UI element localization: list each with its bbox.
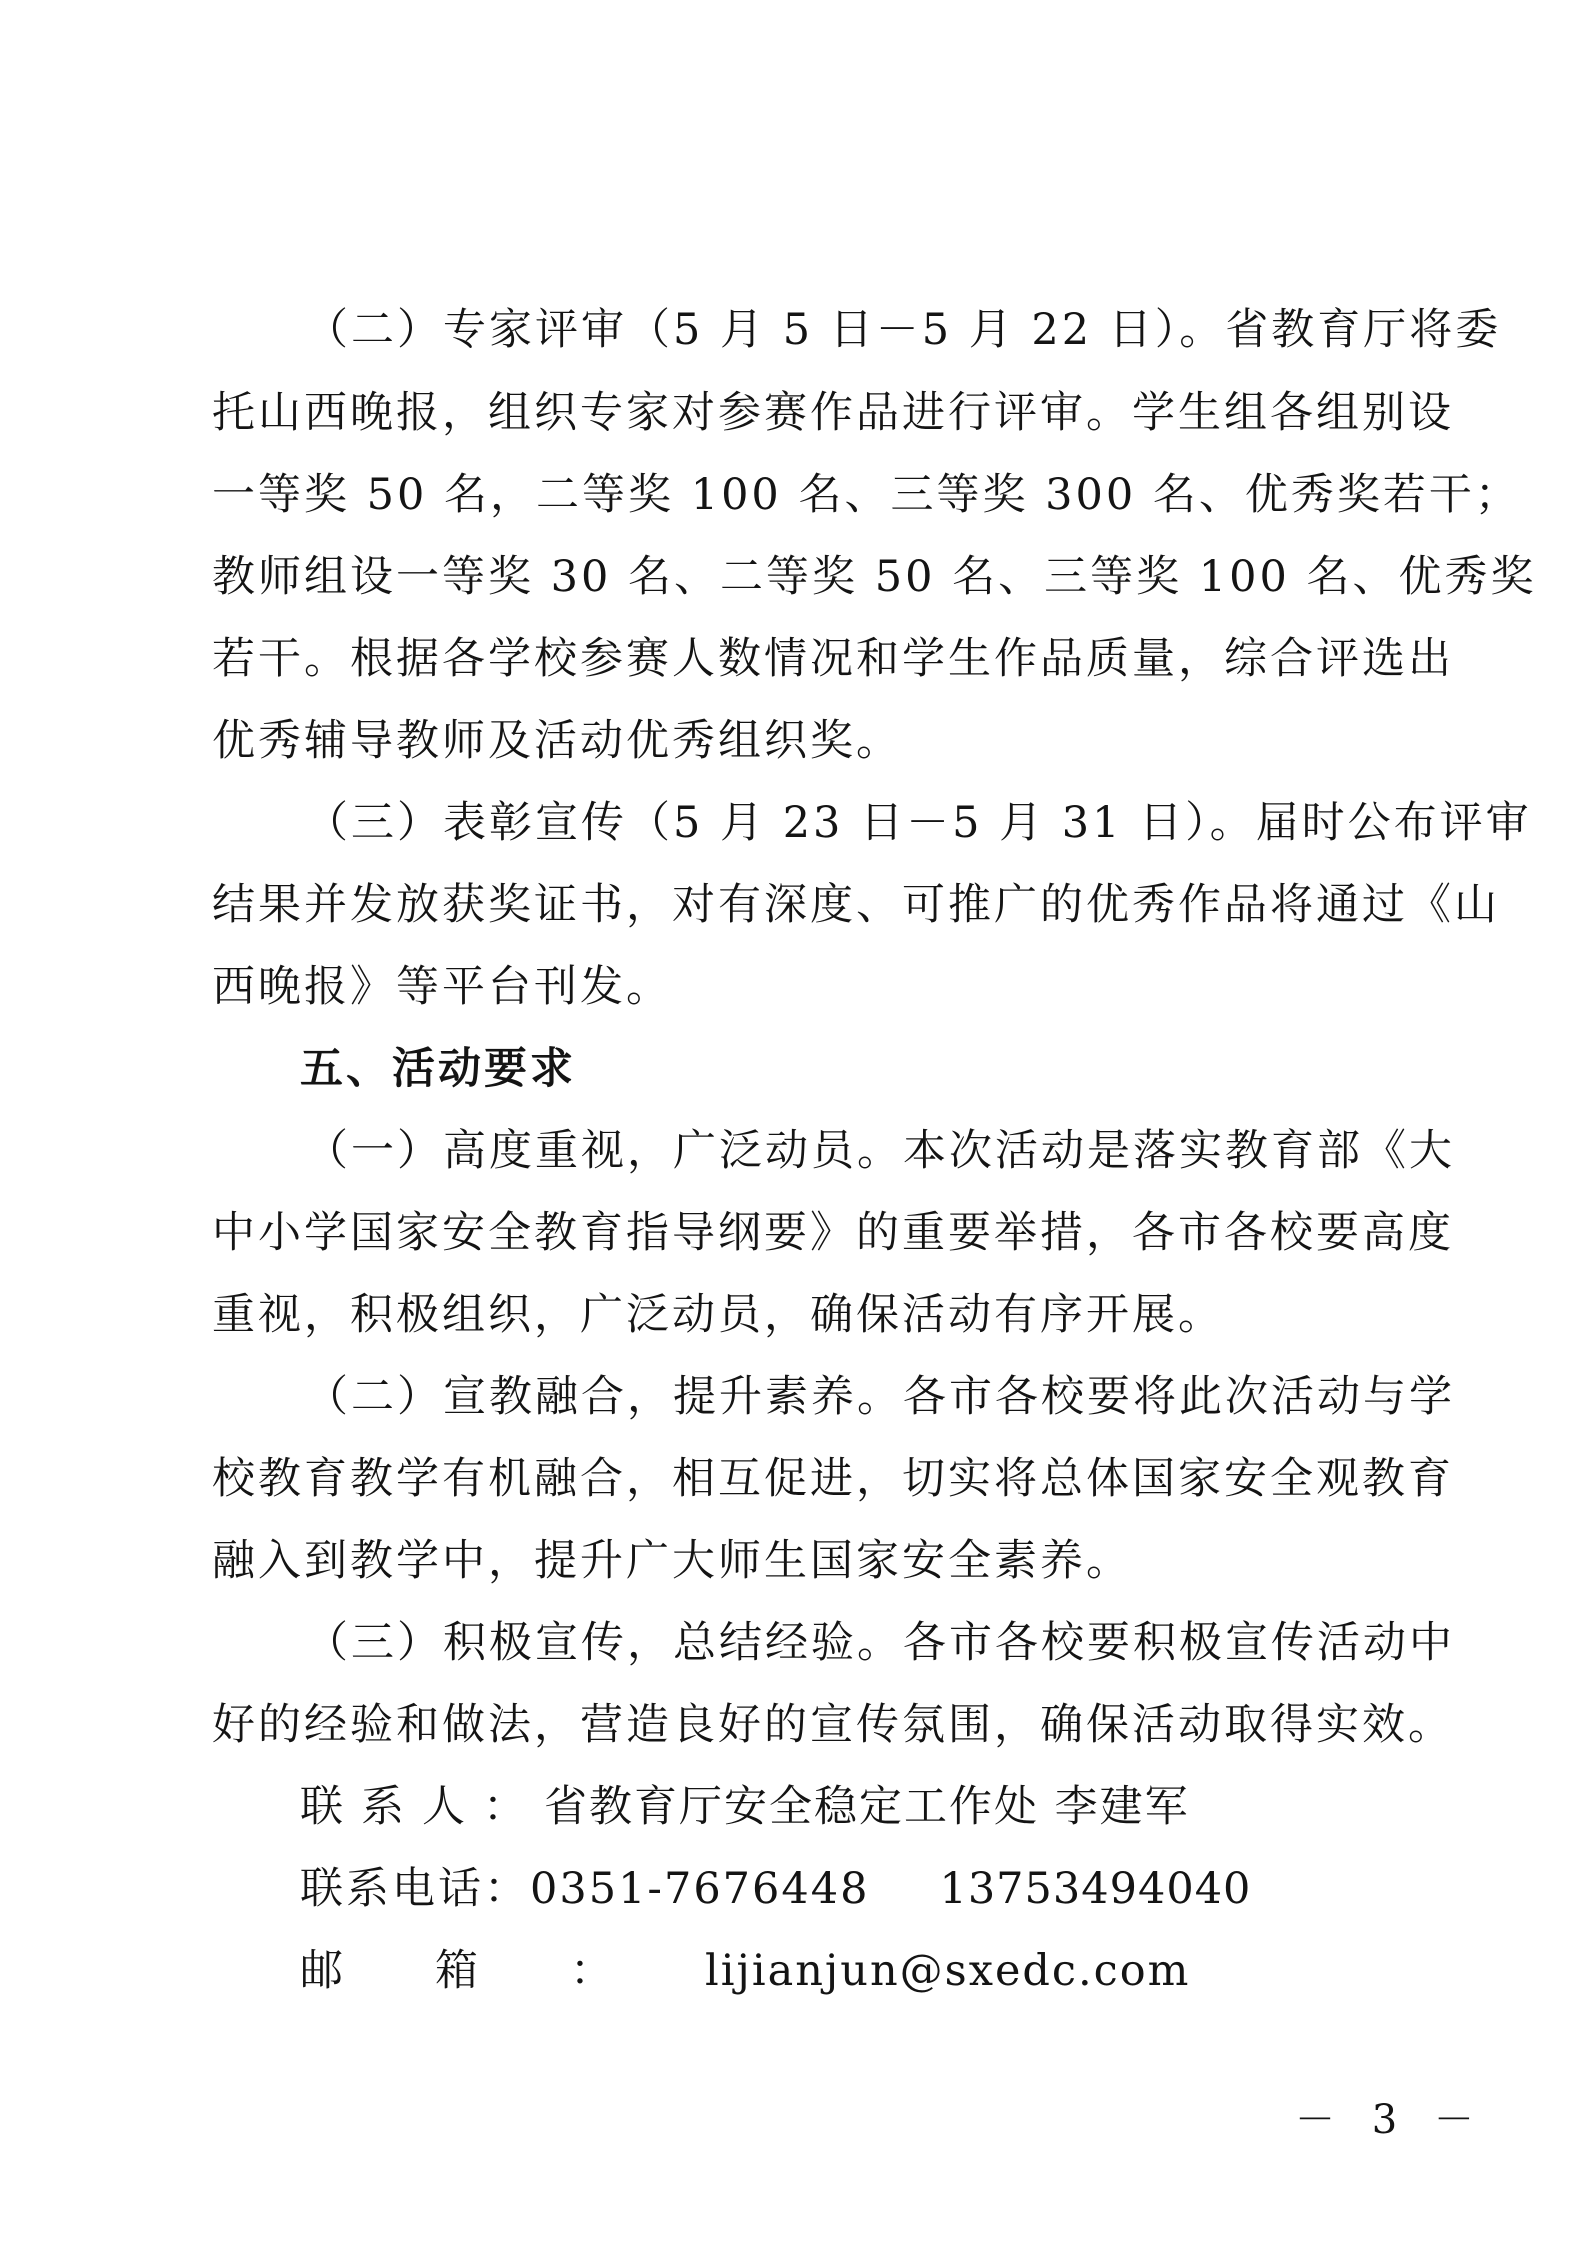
- contact-person-label: 联系人：: [300, 1782, 544, 1832]
- contact-person-value: 省教育厅安全稳定工作处 李建军: [544, 1782, 1190, 1832]
- paragraph-commendation-line-1: （三）表彰宣传（5 月 23 日－5 月 31 日）。届时公布评审: [305, 798, 1532, 848]
- paragraph-expert-review-line-5: 若干。根据各学校参赛人数情况和学生作品质量，综合评选出: [212, 634, 1454, 684]
- contact-phone-label: 联系电话：: [300, 1864, 530, 1914]
- paragraph-attention-line-3: 重视，积极组织，广泛动员，确保活动有序开展。: [212, 1290, 1224, 1340]
- paragraph-commendation-line-2: 结果并发放获奖证书，对有深度、可推广的优秀作品将通过《山: [212, 880, 1500, 930]
- paragraph-expert-review-line-6: 优秀辅导教师及活动优秀组织奖。: [212, 716, 902, 766]
- contact-person-row: [300, 1779, 1190, 1835]
- paragraph-attention-line-1: （一）高度重视，广泛动员。本次活动是落实教育部《大: [305, 1126, 1455, 1176]
- paragraph-integration-line-1: （二）宣教融合，提升素养。各市各校要将此次活动与学: [305, 1372, 1455, 1422]
- contact-phone-value: 0351-7676448: [530, 1864, 870, 1914]
- section-heading-activity-requirements: 五、活动要求: [300, 1044, 576, 1094]
- contact-phone-row: [300, 1861, 1251, 1917]
- paragraph-expert-review-line-2: 托山西晚报，组织专家对参赛作品进行评审。学生组各组别设: [212, 388, 1454, 438]
- paragraph-expert-review-line-1: （二）专家评审（5 月 5 日－5 月 22 日）。省教育厅将委: [305, 305, 1502, 355]
- contact-email-label: 邮箱：: [300, 1946, 705, 1996]
- paragraph-integration-line-2: 校教育教学有机融合，相互促进，切实将总体国家安全观教育: [212, 1454, 1454, 1504]
- contact-mobile-value: 13753494040: [939, 1864, 1252, 1914]
- paragraph-commendation-line-3: 西晚报》等平台刊发。: [212, 962, 672, 1012]
- paragraph-expert-review-line-4: 教师组设一等奖 30 名、二等奖 50 名、三等奖 100 名、优秀奖: [212, 552, 1537, 602]
- contact-email-value: lijianjun@sxedc.com: [705, 1946, 1191, 1996]
- paragraph-integration-line-3: 融入到教学中，提升广大师生国家安全素养。: [212, 1536, 1132, 1586]
- paragraph-publicity-line-1: （三）积极宣传，总结经验。各市各校要积极宣传活动中: [305, 1618, 1455, 1668]
- page-number: － 3 －: [1295, 2097, 1486, 2143]
- paragraph-expert-review-line-3: 一等奖 50 名，二等奖 100 名、三等奖 300 名、优秀奖若干；: [212, 470, 1521, 520]
- contact-email-row: [300, 1943, 1190, 1999]
- paragraph-publicity-line-2: 好的经验和做法，营造良好的宣传氛围，确保活动取得实效。: [212, 1700, 1454, 1750]
- paragraph-attention-line-2: 中小学国家安全教育指导纲要》的重要举措，各市各校要高度: [212, 1208, 1454, 1258]
